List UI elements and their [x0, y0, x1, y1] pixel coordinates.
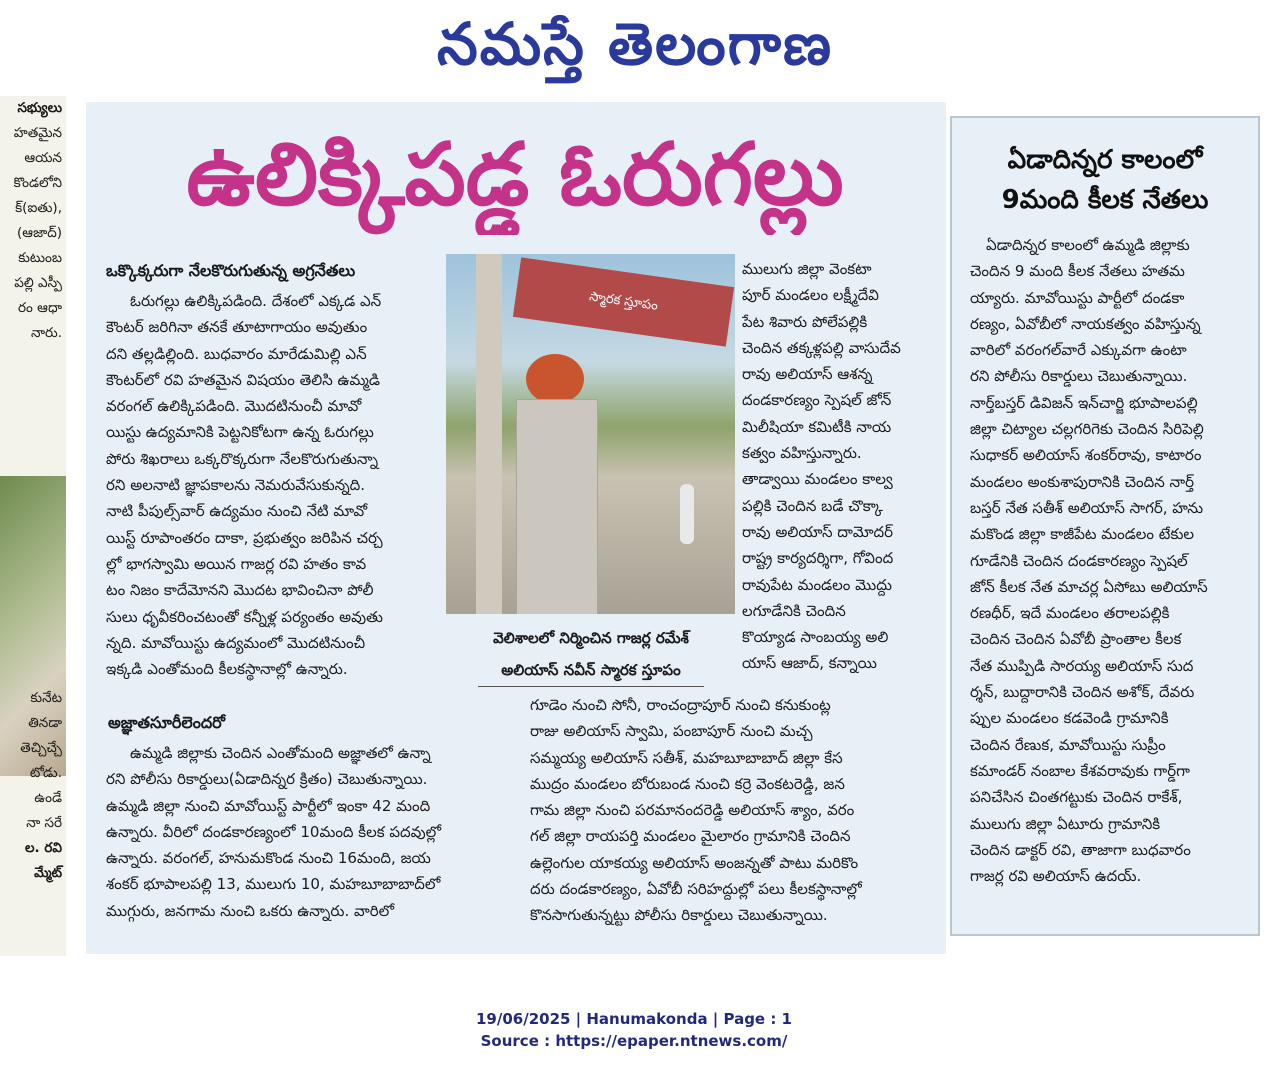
article-column-2a [742, 256, 934, 690]
text-line: జిల్లా చిట్యాల చల్లగరిగెకు చెందిన సిరిపెల్లి [970, 420, 1204, 439]
text-line: రణ్యం, ఏవోబీలో నాయకత్వం వహిస్తున్న [970, 314, 1201, 333]
text-line: కౌంటర్‌లో రవి హతమైన విషయం తెలిసి ఉమ్మడి [106, 370, 380, 389]
text-line: కొయ్యాడ సాంబయ్య అలి [742, 628, 889, 647]
article-subhead: ఒక్కొక్కరుగా నేలకొరుగుతున్న అగ్రనేతలు [106, 261, 356, 280]
text-line: మండలం అంకుశాపురానికి చెందిన నార్త్ [970, 472, 1195, 491]
left-line: ఆయన [24, 150, 62, 166]
left-line: తెచ్చిచ్చే [20, 740, 62, 756]
left-line: కుటుంబ [18, 250, 62, 266]
text-line: ఉన్నారు. వీరిలో దండకారణ్యంలో 10మంది కీలక పదవుల్లో [106, 822, 442, 841]
caption-line: వెలిశాలలో నిర్మించిన గాజర్ల రమేశ్ [493, 629, 689, 647]
text-line: గల్ జిల్లా రాయపర్తి మండలం మైలారం గ్రామానికి చెందిన [530, 827, 851, 846]
text-line: దని తల్లడిల్లింది. బుధవారం మారేడుమిల్లి ఎన్ [106, 344, 367, 363]
caption-divider [478, 686, 704, 687]
text-line: ముద్రం మండలం బోరుబండ నుంచి కర్రె వెంకటరెడ్డి, జన [530, 774, 845, 793]
text-line: చెందిన డాక్టర్ రవి, తాజాగా బుధవారం [970, 840, 1191, 859]
text-line: కొనసాగుతున్నట్టు పోలీసు రికార్డులు చెబుతున్నాయి. [530, 906, 828, 925]
left-line: హతమైన [13, 125, 62, 141]
text-line: ములుగు జిల్లా వెంకటా [742, 260, 872, 278]
text-line: రణధీర్, ఇదే మండలం తరాలపల్లికి [970, 604, 1170, 623]
text-line: పేట శివారు పోలేపల్లికి [742, 312, 868, 331]
text-line: నార్త్‌బస్తర్ డివిజన్ ఇన్‌చార్జి భూపాలపల్లి [970, 393, 1198, 412]
text-line: య్యారు. మావోయిస్టు పార్టీలో దండకా [970, 288, 1185, 307]
photo-pole [476, 254, 502, 614]
text-line: వారిలో వరంగల్‌వారే ఎక్కువగా ఉంటా [970, 341, 1187, 360]
text-line: న్నది. మావోయిస్టు ఉద్యమంలో మొదటినుంచీ [106, 633, 366, 652]
text-line: ఉన్నారు. వరంగల్, హనుమకొండ నుంచి 16మంది, జయ [106, 849, 431, 868]
text-line: ములుగు జిల్లా ఏటూరు గ్రామానికి [970, 814, 1161, 833]
article-column-2b [530, 692, 934, 940]
text-line: పనిచేసిన చింతగట్టుకు చెందిన రాకేశ్, [970, 788, 1183, 807]
text-line: లగూడేనికి చెందిన [742, 601, 846, 620]
text-line: చెందిన రేణుక, మావోయిస్టు సుప్రీం [970, 735, 1166, 754]
text-line: ర్శన్, బుద్దారానికి చెందిన అశోక్, దేవరు [970, 683, 1195, 702]
text-line: దండకారణ్యం స్పెషల్ జోన్ [742, 391, 892, 410]
text-line: యిస్టు ఉద్యమానికి పెట్టనికోటగా ఉన్న ఓరుగల్లు [106, 423, 374, 442]
text-line: దరు దండకారణ్యం, ఏవోబీ సరిహద్దుల్లో పలు కీలకస్థానాల్లో [530, 880, 862, 899]
caption-line: అలియాస్ నవీన్ స్మారక స్తూపం [501, 661, 681, 679]
text-line: నాటి పీపుల్స్‌వార్ ఉద్యమం నుంచి నేటి మావో [106, 502, 368, 521]
text-line: సమ్మయ్య అలియాస్ సతీశ్, మహబూబాబాద్ జిల్లా కేస [530, 748, 843, 767]
text-line: పూర్ మండలం లక్ష్మీదేవి [742, 286, 879, 305]
sidebar-title-line: 9మంది కీలక నేతలు [1001, 185, 1209, 215]
text-line: కౌంటర్ జరిగినా తనకే తూటాగాయం అవుతుం [106, 318, 368, 337]
text-line: రావు అలియాస్ దామోదర్ [742, 522, 894, 541]
text-line: గూడేనికి చెందిన దండకారణ్యం స్పెషల్ [970, 551, 1188, 570]
text-line: చెందిన తక్కళ్లపల్లి వాసుదేవ [742, 338, 901, 357]
text-line: శంకర్ భూపాలపల్లి 13, ములుగు 10, మహబూబాబాద్‌లో [106, 875, 441, 894]
text-line: రని పోలీసు రికార్డులు చెబుతున్నాయి. [970, 367, 1188, 386]
text-line: చెందిన 9 మంది కీలక నేతలు హతమ [970, 262, 1185, 281]
photo-person [680, 484, 694, 544]
text-line: ఓరుగల్లు ఉలిక్కిపడింది. దేశంలో ఎక్కడ ఎన్ [130, 292, 382, 310]
left-line: నా సరే [26, 815, 62, 831]
text-line: కమాండర్ నంబాల కేశవరావుకు గార్డ్‌గా [970, 761, 1190, 780]
section-heading: అజ్ఞాతసూరీలెందరో [108, 713, 225, 732]
text-line: ఉమ్మడి జిల్లాకు చెందిన ఎంతోమంది అజ్ఞాతలో ఉన్నా [130, 744, 431, 762]
text-line: ల్లో భాగస్వామి అయిన గాజర్ల రవి హతం కావ [106, 554, 367, 573]
text-line: కత్వం వహిస్తున్నారు. [742, 444, 862, 463]
text-line: తాడ్వాయి మండలం కాల్వ [742, 470, 893, 489]
left-line: ల. రవి [24, 840, 62, 856]
text-line: గూడెం నుంచి సోనీ, రాంచంద్రాపూర్ నుంచి కనుకుంట్ల [530, 696, 831, 714]
text-line: బస్తర్ నేత సతీశ్ అలియాస్ సాగర్, హను [970, 498, 1204, 517]
article-column-1a [106, 288, 440, 708]
text-line: రావు అలియాస్ ఆశన్న [742, 365, 873, 384]
left-line: పల్లి ఎస్పీ [14, 275, 62, 291]
sidebar-body [970, 232, 1250, 922]
photo-pillar [516, 399, 598, 614]
left-line: కొండలోని [13, 175, 62, 191]
text-line: రని అలనాటి జ్ఞాపకాలను నెమరువేసుకున్నది. [106, 476, 366, 495]
text-line: మకొండ జిల్లా కాజీపేట మండలం టేకుల [970, 525, 1195, 544]
left-column-top-text [0, 96, 66, 346]
text-line: సులు ధృవీకరించటంతో కన్నీళ్ల పర్యంతం అవుతు [106, 607, 383, 626]
sidebar-title [960, 140, 1250, 230]
text-line: రావుపేట మండలం మొద్దు [742, 575, 892, 594]
text-line: వరంగల్ ఉలిక్కిపడింది. మొదటినుంచీ మావో [106, 397, 362, 416]
left-line: తినడా [28, 715, 62, 731]
text-line: యాస్ ఆజాద్, కన్నాయి [742, 654, 877, 673]
sidebar-title-line: ఏడాదిన్నర కాలంలో [1007, 145, 1203, 175]
text-line: రాష్ట్ర కార్యదర్శిగా, గోవింద [742, 549, 894, 568]
left-line: క్(ఐతు), [15, 200, 62, 216]
text-line: యిస్ట్ రూపాంతరం దాకా, ప్రభుత్వం జరిపిన చర్చ [106, 528, 383, 547]
text-line: ఏడాదిన్నర కాలంలో ఉమ్మడి జిల్లాకు [986, 236, 1190, 254]
text-line: జోన్ కీలక నేత మాచర్ల ఏసోబు అలియాస్ [970, 577, 1208, 596]
text-line: రని పోలీసు రికార్డులు(ఏడాదిన్నర క్రితం) చెబుతున్నాయి. [106, 770, 428, 789]
memorial-photo [446, 254, 735, 614]
footer-source: Source : https://epaper.ntnews.com/ [480, 1032, 788, 1050]
left-adjacent-column [0, 96, 66, 956]
left-line: (ఆజాద్) [17, 225, 62, 241]
page-footer [384, 1008, 884, 1068]
left-line: నారు. [31, 325, 62, 341]
text-line: మిలీషియా కమిటీకి నాయ [742, 417, 892, 436]
left-line: ఉండే [34, 790, 62, 806]
text-line: టం నిజం కాదేమోనని మొదట భావించినా పోలీ [106, 581, 374, 600]
text-line: గాజర్ల రవి అలియాస్ ఉదయ్. [970, 867, 1142, 886]
photo-banner: స్మారక స్తూపం [513, 257, 734, 346]
text-line: ముగ్గురు, జనగామ నుంచి ఒకరు ఉన్నారు. వారిలో [106, 901, 395, 920]
text-line: నేత ముప్పిడి సారయ్య అలియాస్ సుద [970, 656, 1194, 675]
footer-date-edition: 19/06/2025 | Hanumakonda | Page : 1 [475, 1010, 792, 1028]
text-line: ఇక్కడి ఎంతోమంది కీలకస్థానాల్లో ఉన్నారు. [106, 660, 348, 679]
left-line: సభ్యులు [17, 100, 62, 116]
text-line: ఉల్లెంగుల యాకయ్య అలియాస్ అంజన్నతో పాటు మరికొం [530, 853, 859, 872]
article-headline: ఉలిక్కిపడ్డ ఓరుగల్లు [186, 125, 844, 225]
text-line: గామ జిల్లా నుంచి పరమానందరెడ్డి అలియాస్ శ్యాం, వరం [530, 801, 855, 820]
article-column-1b [106, 740, 516, 940]
text-line: రాజు అలియాస్ స్వామి, పంబాపూర్ నుంచి మచ్చ [530, 722, 813, 741]
text-line: పల్లికి చెందిన బడే చొక్కా [742, 496, 883, 515]
text-line: సుధాకర్ అలియాస్ శంకర్‌రావు, కాటారం [970, 446, 1202, 465]
left-column-bottom-text [0, 686, 66, 886]
left-line: టోడు. [29, 765, 62, 781]
masthead-logo: నమస్తే తెలంగాణ [437, 10, 833, 78]
text-line: ఉమ్మడి జిల్లా నుంచి మావోయిస్ట్ పార్టీలో ఇంకా 42 మంది [106, 796, 431, 815]
left-line: మ్మేట్ [34, 865, 62, 881]
left-line: రం ఆధా [18, 300, 62, 316]
photo-urn [526, 354, 584, 404]
text-line: పోరు శిఖరాలు ఒక్కరొక్కరుగా నేలకొరుగుతున్నా [106, 449, 379, 468]
text-line: చెందిన చెందిన ఏవోబీ ప్రాంతాల కీలక [970, 630, 1182, 649]
left-line: కునేట [30, 690, 62, 706]
text-line: ప్పుల మండలం కడవెండి గ్రామానికి [970, 709, 1169, 728]
photo-caption [452, 622, 730, 686]
